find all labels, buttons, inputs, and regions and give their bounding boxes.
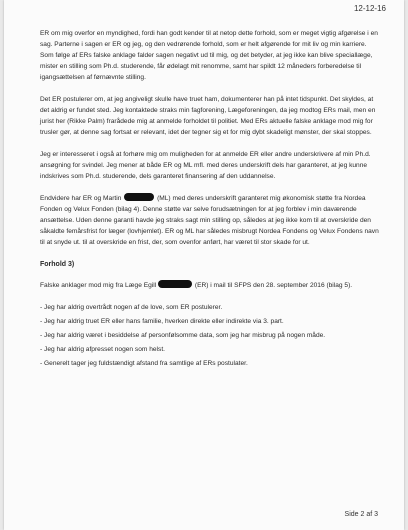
redaction-mark: [124, 193, 154, 201]
document-page: [4, 0, 404, 530]
paragraph-2: Det ER postulerer om, at jeg angiveligt skulle have truet ham, dokumenterer han på intet tidspunkt. Det skyldes, at det aldrig er fundet sted. Jeg kontaktede straks min fagforening, Lægeforeningen, da jeg modtog ERs mail, men en jurist her (Rikke Palm) frarådede mig at anmelde forholdet til politiet. Med ERs aktuelle falske anklage mod mig for trusler gør, at denne sag fortsat er relevant, idet der tegner sig et for mig dybt skadeligt mønster, der skal stoppes.: [40, 96, 376, 136]
paragraph-funding: [40, 193, 380, 248]
intro-text-before: Falske anklager mod mig fra Læge Egill: [40, 282, 157, 289]
section-intro: [40, 280, 380, 291]
funding-text-before: Endvidere har ER og Martin: [40, 195, 122, 202]
bullet-item: - Jeg har aldrig overtrådt nogen af de love, som ER postulerer.: [40, 304, 223, 311]
page-number: Side 2 af 3: [344, 511, 378, 518]
document-date: 12-12-16: [353, 4, 386, 13]
section-heading: Forhold 3): [40, 261, 75, 268]
bullet-item: - Generelt tager jeg fuldstændigt afstand fra samtlige af ERs postulater.: [40, 360, 248, 367]
funding-text-after: (ML) med deres underskrift garanteret mig økonomisk støtte fra Nordea Fonden og Velux Fonden (bilag 4). Denne støtte var selve forudsætningen for at jeg forblev i min daværende ansættelse. Uden denne garanti havde jeg straks sagt min stilling op, således at jeg ikke kom til at overskride den såkaldte femårsfrist for læger (lovhjemlet). ER og ML har således misbrugt Nordea Fondens og Velux Fondens navn til at snyde ut. til at overskride en frist, der, som ovenfor anført, har været til stor skade for ut.: [40, 195, 379, 246]
paragraph-3: Jeg er interesseret i også at forhøre mig om muligheden for at anmelde ER eller andre underskrivere af min Ph.d. ansøgning for svindel. Jeg mener at både ER og ML mfl. med deres underskrift dels har garanteret, at jeg kunne indskrives som Ph.d. studerende, dels garanteret finansering af den uddannelse.: [40, 151, 371, 180]
bullet-item: - Jeg har aldrig truet ER eller hans familie, hverken direkte eller indirekte via 3. part.: [40, 318, 284, 325]
redaction-mark: [158, 280, 192, 288]
document-body: [40, 28, 380, 372]
bullet-item: - Jeg har aldrig afpresset nogen som helst.: [40, 346, 165, 353]
bullet-item: - Jeg har aldrig været i besiddelse af personfølsomme data, som jeg har misbrug på nogen måde.: [40, 332, 326, 339]
paragraph-1: ER om mig overfor en myndighed, fordi han godt kender til at netop dette forhold, som er meget vigtig afgørelse i en sag. Parterne i sagen er ER og jeg, og den vedrørende forhold, som er helt afgørende for mit liv og min karriere. Som følge af ERs falske anklage falder sagen negativt ud til mig, og det betyder, at jeg ikke kan blive speciallæge, mister en stilling som Ph.d. studerende, får ødelagt mit renomme, samt har spildt 12 måneders forberedelse til igangsættelsen af førnævnte stilling.: [40, 30, 378, 81]
bullet-list: [40, 302, 380, 369]
intro-text-after: (ER) i mail til SFPS den 28. september 2016 (bilag 5).: [194, 282, 353, 289]
